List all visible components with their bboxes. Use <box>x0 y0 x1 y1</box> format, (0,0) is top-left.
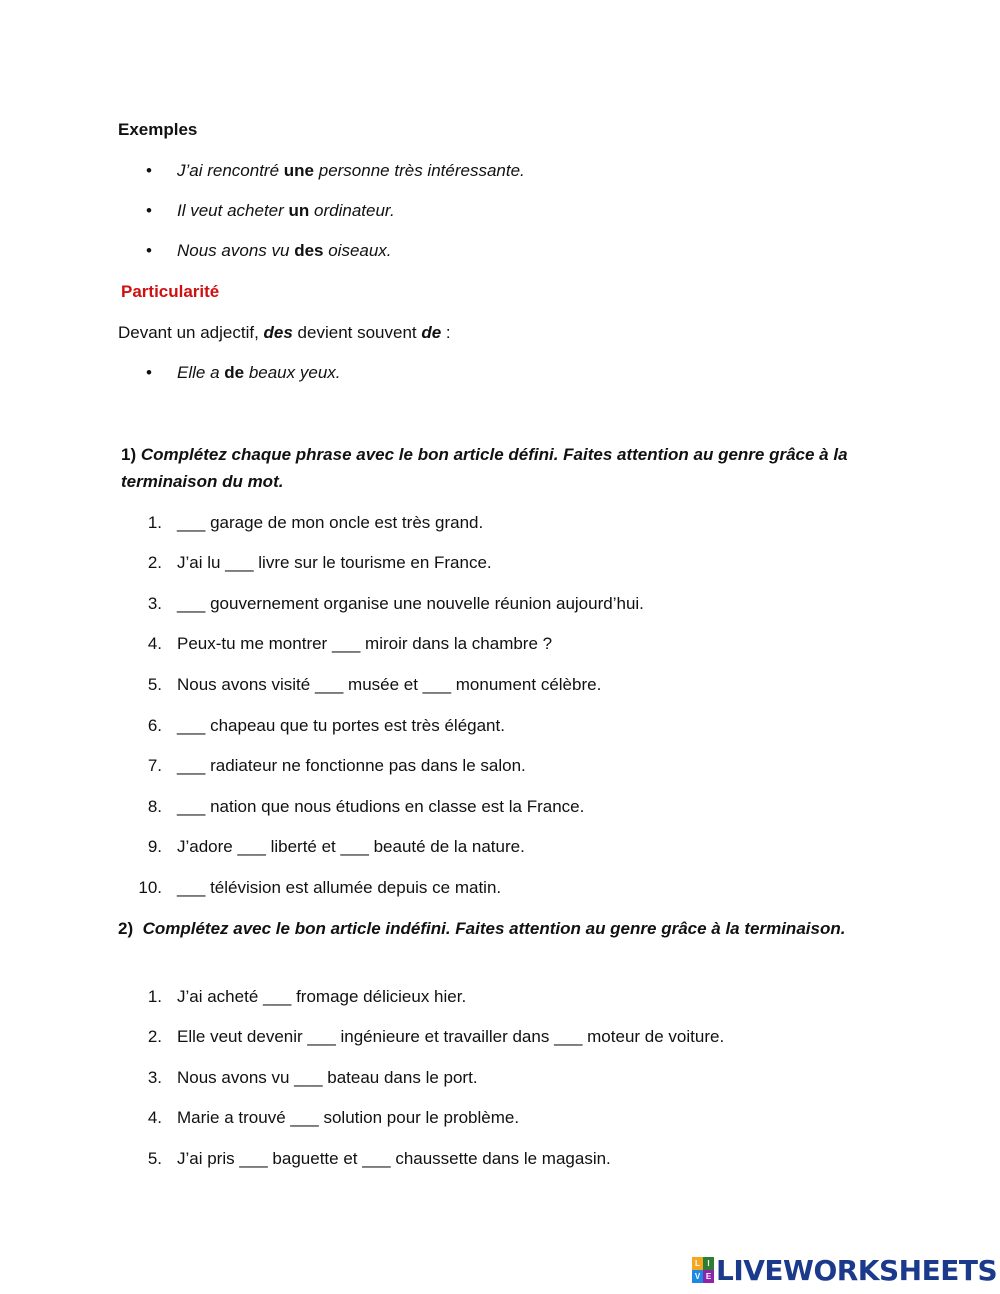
liveworksheets-logo[interactable] <box>692 1252 997 1288</box>
question-text: Marie a trouvé ___ solution pour le problème. <box>177 1108 520 1127</box>
example-text: oiseaux. <box>323 241 392 260</box>
example-text: J’ai rencontré <box>177 161 284 180</box>
logo-mark-icon <box>692 1257 714 1283</box>
exercise1-instruction <box>121 441 901 495</box>
exercise2-instruction <box>118 915 898 942</box>
exercise1-number: 1) <box>121 445 137 464</box>
question-text: J’ai pris ___ baguette et ___ chaussette dans le magasin. <box>177 1149 611 1168</box>
question-text: Peux-tu me montrer ___ miroir dans la chambre ? <box>177 634 553 653</box>
question-number: 3. <box>147 594 162 613</box>
rule-part: : <box>441 323 451 342</box>
question-text: J’ai lu ___ livre sur le tourisme en France. <box>177 553 492 572</box>
bullet-icon: • <box>146 161 152 180</box>
logo-mark-letter: I <box>703 1257 714 1270</box>
example-text: beaux yeux. <box>244 363 341 382</box>
example-text: personne très intéressante. <box>314 161 525 180</box>
rule-article: de <box>421 323 442 342</box>
question-number: 5. <box>147 675 162 694</box>
rule-part: devient souvent <box>292 323 422 342</box>
example-article: de <box>224 363 245 382</box>
logo-mark-letter: E <box>703 1270 714 1283</box>
question-number: 6. <box>147 716 162 735</box>
example-article: des <box>294 241 324 260</box>
question-number: 3. <box>147 1068 162 1087</box>
example-article: un <box>288 201 310 220</box>
question-number: 2. <box>147 553 162 572</box>
examples-heading: Exemples <box>118 120 198 139</box>
exercise1-instruction-text: Complétez chaque phrase avec le bon article défini. Faites attention au genre grâce à la terminaison du mot. <box>121 445 848 491</box>
rule-text <box>118 322 451 344</box>
question-number: 1. <box>147 513 162 532</box>
question-text: ___ télévision est allumée depuis ce matin. <box>177 878 502 897</box>
question-text: Elle veut devenir ___ ingénieure et travailler dans ___ moteur de voiture. <box>177 1027 725 1046</box>
rule-part: Devant un adjectif, <box>118 323 264 342</box>
bullet-icon: • <box>146 241 152 260</box>
question-number: 2. <box>147 1027 162 1046</box>
question-number: 9. <box>147 837 162 856</box>
logo-mark-letter: L <box>692 1257 703 1270</box>
example-text: Elle a <box>177 363 225 382</box>
question-number: 8. <box>147 797 162 816</box>
question-text: ___ chapeau que tu portes est très élégant. <box>177 716 505 735</box>
question-number: 1. <box>147 987 162 1006</box>
rule-article: des <box>263 323 293 342</box>
question-number: 5. <box>147 1149 162 1168</box>
example-text: Il veut acheter <box>177 201 289 220</box>
exercise2-instruction-text: Complétez avec le bon article indéfini. Faites attention au genre grâce à la terminaison. <box>142 919 846 938</box>
bullet-icon: • <box>146 363 152 382</box>
question-number: 10. <box>138 878 162 897</box>
question-text: ___ garage de mon oncle est très grand. <box>177 513 484 532</box>
question-text: Nous avons visité ___ musée et ___ monument célèbre. <box>177 675 602 694</box>
logo-mark-letter: V <box>692 1270 703 1283</box>
example-text: Nous avons vu <box>177 241 295 260</box>
question-text: J’ai acheté ___ fromage délicieux hier. <box>177 987 467 1006</box>
question-text: J’adore ___ liberté et ___ beauté de la nature. <box>177 837 525 856</box>
question-text: Nous avons vu ___ bateau dans le port. <box>177 1068 478 1087</box>
question-number: 4. <box>147 634 162 653</box>
example-article: une <box>283 161 315 180</box>
question-number: 7. <box>147 756 162 775</box>
particularite-heading: Particularité <box>121 282 220 301</box>
logo-text: LIVEWORKSHEETS <box>716 1253 998 1287</box>
example-text: ordinateur. <box>309 201 395 220</box>
question-text: ___ radiateur ne fonctionne pas dans le salon. <box>177 756 526 775</box>
question-text: ___ nation que nous étudions en classe est la France. <box>177 797 585 816</box>
exercise2-number: 2) <box>118 919 134 938</box>
bullet-icon: • <box>146 201 152 220</box>
question-number: 4. <box>147 1108 162 1127</box>
question-text: ___ gouvernement organise une nouvelle réunion aujourd’hui. <box>177 594 644 613</box>
